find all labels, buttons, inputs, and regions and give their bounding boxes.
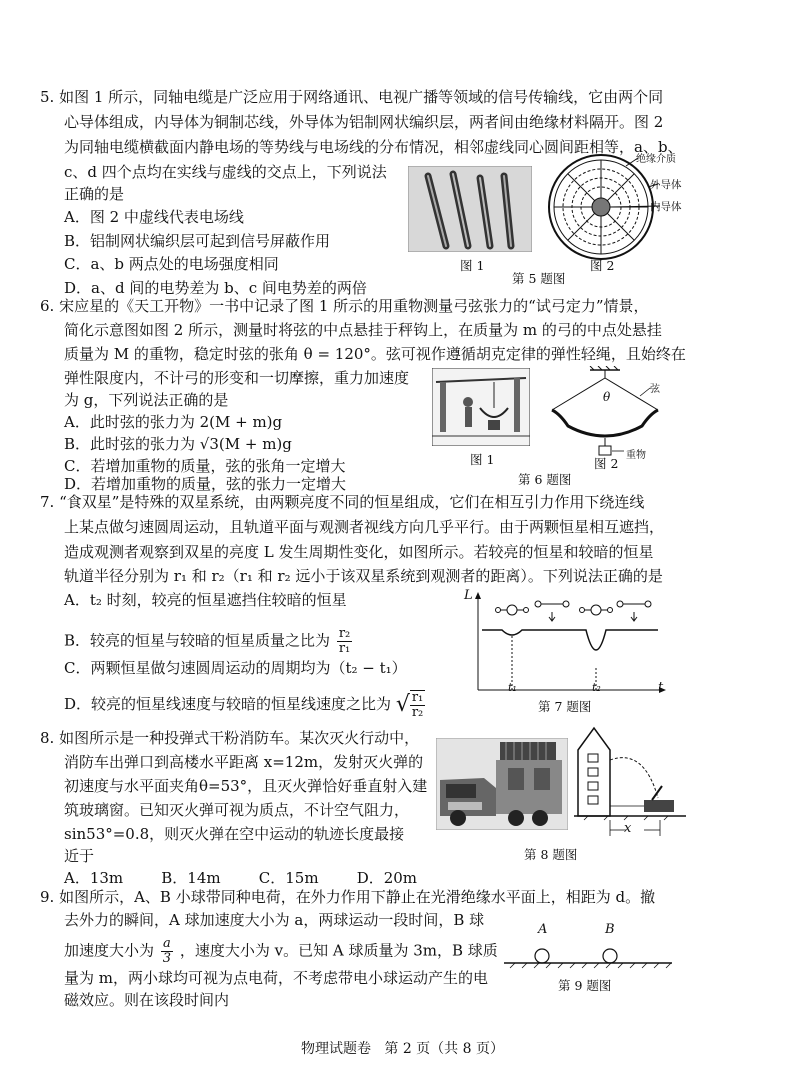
q8-line-3: 初速度与水平面夹角θ=53°，且灭火弹恰好垂直射入建 <box>64 777 428 795</box>
q7-option-c: C．两颗恒星做匀速圆周运动的周期均为（t₂ − t₁） <box>64 659 407 677</box>
q6-label-weight: 重物 <box>626 450 646 461</box>
q8-caption: 第 8 题图 <box>524 847 578 862</box>
q6-option-c: C．若增加重物的质量，弦的张角一定增大 <box>64 457 346 475</box>
q7-sqrt <box>396 690 427 720</box>
q7-option-d-fraction <box>410 690 425 720</box>
q6-line-2: 简化示意图如图 2 所示，测量时将弦的中点悬挂于秤钩上，在质量为 m 的弓的中点处悬挂 <box>64 321 662 339</box>
q5-line-1: 5. 如图 1 所示，同轴电缆是广泛应用于网络通讯、电视广播等领域的信号传输线，它由两个同 <box>40 88 664 106</box>
q7-option-b-fraction <box>337 627 352 656</box>
q6-line-3: 质量为 M 的重物，稳定时弦的张角 θ = 120°。弦可视作遵循胡克定律的弹性轻绳，且始终在 <box>64 345 686 363</box>
q7-b-numerator: r₂ <box>338 626 351 641</box>
q8-options: A．13m B．14m C．15m D．20m <box>64 869 418 887</box>
q5-line-5: 正确的是 <box>64 185 125 203</box>
q7-d-numerator: r₁ <box>411 690 424 705</box>
q6-fig1-illustration <box>432 368 530 446</box>
q6-fig2-label: 图 2 <box>594 456 619 471</box>
q5-option-d: D．a、d 间的电势差为 b、c 间电势差的两倍 <box>64 279 367 297</box>
q5-fig2-label: 图 2 <box>590 258 615 273</box>
q9-denominator: 3 <box>162 951 172 966</box>
q9-line-3 <box>64 937 498 966</box>
q7-line-1: 7. “食双星”是特殊的双星系统，由两颗亮度不同的恒星组成，它们在相互引力作用下绕连线 <box>40 493 645 511</box>
q6-fig1-label: 图 1 <box>470 452 495 467</box>
q6-line-1: 6. 宋应星的《天工开物》一书中记录了图 1 所示的用重物测量弓弦张力的“试弓定力”情景， <box>40 297 649 315</box>
q6-option-d: D．若增加重物的质量，弦的张力一定增大 <box>64 475 347 493</box>
q8-trajectory-diagram <box>574 724 690 840</box>
q9-line-5: 磁效应。则在该段时间内 <box>64 991 230 1009</box>
q6-option-a: A．此时弦的张力为 2(M + m)g <box>64 413 283 431</box>
page-footer: 物理试题卷 第 2 页（共 8 页） <box>301 1041 504 1057</box>
q9-caption: 第 9 题图 <box>558 978 612 993</box>
q8-truck-photo <box>436 738 568 830</box>
q6-label-theta: θ <box>603 390 611 404</box>
q5-line-2: 心导体组成，内导体为铜制芯线，外导体为铝制网状编织层，两者间由绝缘材料隔开。图 2 <box>64 113 664 131</box>
q8-line-1: 8. 如图所示是一种投弹式干粉消防车。某次灭火行动中， <box>40 729 420 747</box>
q8-label-x: x <box>624 821 632 836</box>
q6-caption: 第 6 题图 <box>518 472 572 487</box>
q9-numerator: a <box>161 937 173 952</box>
q9-line-3b: ，速度大小为 v。已知 A 球质量为 3m，B 球质 <box>179 941 498 960</box>
q9-fraction <box>161 937 173 966</box>
q7-tick-t2: t₂ <box>592 681 601 694</box>
q6-line-5: 为 g，下列说法正确的是 <box>64 391 229 409</box>
q9-label-b: B <box>605 922 615 937</box>
q7-option-b <box>64 627 354 656</box>
q5-line-3: 为同轴电缆横截面内静电场的等势线与电场线的分布情况，相邻虚线同心圆间距相等，a、b、 <box>64 138 683 156</box>
q7-axis-t: t <box>658 680 664 695</box>
q5-label-insulator: 绝缘介质 <box>636 154 676 165</box>
q5-option-a: A．图 2 中虚线代表电场线 <box>64 208 244 226</box>
q6-option-b: B．此时弦的张力为 √3(M + m)g <box>64 435 292 453</box>
q8-line-2: 消防车出弹口到高楼水平距离 x=12m，发射灭火弹的 <box>64 753 424 771</box>
q8-line-4: 筑玻璃窗。已知灭火弹可视为质点，不计空气阻力， <box>64 801 410 819</box>
q7-option-a: A．t₂ 时刻，较亮的恒星遮挡住较暗的恒星 <box>64 591 347 609</box>
q8-line-5: sin53°=0.8，则灭火弹在空中运动的轨迹长度最接 <box>64 825 405 843</box>
q7-line-4: 轨道半径分别为 r₁ 和 r₂（r₁ 和 r₂ 远小于该双星系统到观测者的距离）。下列说法正确的是 <box>64 567 663 585</box>
q7-option-d <box>64 690 427 720</box>
q7-option-d-text: D．较亮的恒星线速度与较暗的恒星线速度之比为 <box>64 695 392 713</box>
q5-label-outer: 外导体 <box>650 179 682 191</box>
q6-line-4: 弹性限度内，不计弓的形变和一切摩擦，重力加速度 <box>64 369 410 387</box>
q7-caption: 第 7 题图 <box>538 699 592 714</box>
q5-line-4: c、d 四个点均在实线与虚线的交点上，下列说法 <box>64 163 387 181</box>
sqrt-sign-icon: √ <box>395 692 410 717</box>
q7-tick-t1: t₁ <box>508 681 517 694</box>
q5-option-b: B．铝制网状编织层可起到信号屏蔽作用 <box>64 232 331 250</box>
q9-line-2: 去外力的瞬间，A 球加速度大小为 a，两球运动一段时间，B 球 <box>64 911 485 929</box>
q9-balls-figure <box>502 940 674 970</box>
q7-option-b-text: B．较亮的恒星与较暗的恒星质量之比为 <box>64 631 331 650</box>
q5-label-inner: 内导体 <box>650 201 682 213</box>
q7-b-denominator: r₁ <box>338 641 351 656</box>
q7-axis-l: L <box>464 588 473 603</box>
q9-label-a: A <box>538 922 548 937</box>
q7-line-3: 造成观测者观察到双星的亮度 L 发生周期性变化，如图所示。若较亮的恒星和较暗的恒星 <box>64 543 654 561</box>
q5-fig1-label: 图 1 <box>460 258 485 273</box>
q9-line-1: 9. 如图所示，A、B 小球带同种电荷，在外力作用下静止在光滑绝缘水平面上，相距为 d。撤 <box>40 888 656 906</box>
q7-line-2: 上某点做匀速圆周运动，且轨道平面与观测者视线方向几乎平行。由于两颗恒星相互遮挡， <box>64 518 665 536</box>
q7-d-denominator: r₂ <box>411 705 424 720</box>
q9-line-4: 量为 m，两小球均可视为点电荷，不考虑带电小球运动产生的电 <box>64 969 488 987</box>
q9-line-3a: 加速度大小为 <box>64 941 155 960</box>
q5-fig1-cable-photo <box>408 166 532 252</box>
q5-caption: 第 5 题图 <box>512 271 566 286</box>
q7-light-curve-figure <box>468 590 668 700</box>
q5-option-c: C．a、b 两点处的电场强度相同 <box>64 255 279 273</box>
q8-line-6: 近于 <box>64 847 95 865</box>
q6-label-string: 弦 <box>650 384 660 395</box>
